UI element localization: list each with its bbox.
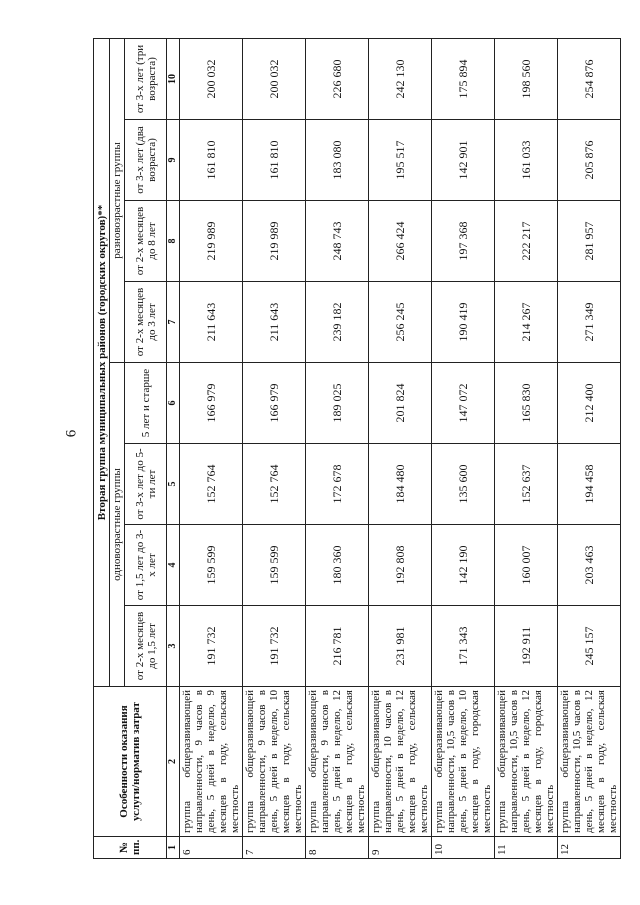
cost-value-cell: 226 680 xyxy=(306,38,369,119)
index-cell: 7 xyxy=(167,282,180,363)
cost-value-cell: 222 217 xyxy=(495,201,558,282)
cost-value-cell: 166 979 xyxy=(180,363,243,444)
table-row xyxy=(369,38,432,858)
cost-value-cell: 189 025 xyxy=(306,363,369,444)
cost-value-cell: 191 732 xyxy=(243,606,306,687)
cost-value-cell: 231 981 xyxy=(369,606,432,687)
cost-value-cell: 152 764 xyxy=(243,444,306,525)
age-col-header: от 2-х месяцев до 1,5 лет xyxy=(125,606,167,687)
cost-value-cell: 175 894 xyxy=(432,38,495,119)
header-row-1 xyxy=(94,38,110,858)
index-cell: 6 xyxy=(167,363,180,444)
rotated-table-container xyxy=(93,39,619,859)
cost-value-cell: 195 517 xyxy=(369,120,432,201)
cost-value-cell: 194 458 xyxy=(558,444,621,525)
index-cell: 5 xyxy=(167,444,180,525)
cost-value-cell: 192 911 xyxy=(495,606,558,687)
cost-value-cell: 271 349 xyxy=(558,282,621,363)
cost-value-cell: 161 810 xyxy=(180,120,243,201)
row-number: 11 xyxy=(495,837,558,859)
cost-value-cell: 135 600 xyxy=(432,444,495,525)
row-number: 9 xyxy=(369,837,432,859)
cost-value-cell: 159 599 xyxy=(243,525,306,606)
cost-value-cell: 203 463 xyxy=(558,525,621,606)
index-cell: 10 xyxy=(167,38,180,119)
cost-value-cell: 142 190 xyxy=(432,525,495,606)
cost-value-cell: 242 130 xyxy=(369,38,432,119)
row-description: группа общеразвивающей направленности, 9 часов в день, 5 дней в неделю, 9 месяцев в году, сельская местность xyxy=(180,687,243,837)
cost-value-cell: 171 343 xyxy=(432,606,495,687)
age-col-header: от 3-х лет до 5-ти лет xyxy=(125,444,167,525)
table-row xyxy=(495,38,558,858)
table-row xyxy=(306,38,369,858)
cost-value-cell: 254 876 xyxy=(558,38,621,119)
index-cell: 4 xyxy=(167,525,180,606)
cost-value-cell: 245 157 xyxy=(558,606,621,687)
cost-value-cell: 219 989 xyxy=(243,201,306,282)
cost-value-cell: 192 808 xyxy=(369,525,432,606)
header-subgroup-single: одновозрастные группы xyxy=(110,363,125,687)
row-number: 6 xyxy=(180,837,243,859)
cost-value-cell: 161 033 xyxy=(495,120,558,201)
row-description: группа общеразвивающей направленности, 10 часов в день, 5 дней в неделю, 12 месяцев в году, сельская местность xyxy=(369,687,432,837)
cost-value-cell: 142 901 xyxy=(432,120,495,201)
cost-value-cell: 200 032 xyxy=(180,38,243,119)
cost-value-cell: 183 080 xyxy=(306,120,369,201)
row-description: группа общеразвивающей направленности, 10,5 часов в день, 5 дней в неделю, 12 месяцев в году, городская местность xyxy=(495,687,558,837)
cost-value-cell: 152 637 xyxy=(495,444,558,525)
cost-value-cell: 248 743 xyxy=(306,201,369,282)
cost-value-cell: 166 979 xyxy=(243,363,306,444)
index-cell: 9 xyxy=(167,120,180,201)
cost-value-cell: 201 824 xyxy=(369,363,432,444)
index-row xyxy=(167,38,180,858)
age-col-header: от 3-х лет (три возраста) xyxy=(125,38,167,119)
cost-value-cell: 211 643 xyxy=(243,282,306,363)
cost-value-cell: 198 560 xyxy=(495,38,558,119)
cost-value-cell: 160 007 xyxy=(495,525,558,606)
cost-value-cell: 152 764 xyxy=(180,444,243,525)
cost-value-cell: 161 810 xyxy=(243,120,306,201)
header-group-title: Вторая группа муниципальных районов (городских округов)** xyxy=(94,38,110,686)
index-cell: 8 xyxy=(167,201,180,282)
cost-value-cell: 191 732 xyxy=(180,606,243,687)
cost-value-cell: 216 781 xyxy=(306,606,369,687)
table-row xyxy=(243,38,306,858)
cost-value-cell: 180 360 xyxy=(306,525,369,606)
index-cell: 2 xyxy=(167,687,180,837)
row-description: группа общеразвивающей направленности, 9 часов в день, 5 дней в неделю, 12 месяцев в году, сельская местность xyxy=(306,687,369,837)
cost-value-cell: 211 643 xyxy=(180,282,243,363)
table-row xyxy=(558,38,621,858)
row-description: группа общеразвивающей направленности, 10,5 часов в день, 5 дней в неделю, 12 месяцев в году, сельская местность xyxy=(558,687,621,837)
index-cell: 3 xyxy=(167,606,180,687)
header-subgroup-mixed: разновозрастные группы xyxy=(110,38,125,362)
cost-value-cell: 266 424 xyxy=(369,201,432,282)
cost-value-cell: 159 599 xyxy=(180,525,243,606)
cost-value-cell: 197 368 xyxy=(432,201,495,282)
cost-value-cell: 147 072 xyxy=(432,363,495,444)
page-number: 6 xyxy=(63,429,80,438)
cost-value-cell: 184 480 xyxy=(369,444,432,525)
row-number: 8 xyxy=(306,837,369,859)
cost-norms-table xyxy=(93,38,621,859)
age-col-header: от 1,5 лет до 3-х лет xyxy=(125,525,167,606)
row-description: группа общеразвивающей направленности, 9 часов в день, 5 дней в неделю, 10 месяцев в году, сельская местность xyxy=(243,687,306,837)
cost-value-cell: 172 678 xyxy=(306,444,369,525)
cost-value-cell: 219 989 xyxy=(180,201,243,282)
cost-value-cell: 165 830 xyxy=(495,363,558,444)
cost-value-cell: 190 419 xyxy=(432,282,495,363)
header-number: № пп. xyxy=(94,837,167,859)
cost-value-cell: 205 876 xyxy=(558,120,621,201)
row-number: 10 xyxy=(432,837,495,859)
cost-value-cell: 239 182 xyxy=(306,282,369,363)
cost-value-cell: 214 267 xyxy=(495,282,558,363)
table-row xyxy=(180,38,243,858)
age-col-header: 5 лет и старше xyxy=(125,363,167,444)
header-description: Особенности оказания услуги/норматив затрат xyxy=(94,687,167,837)
cost-value-cell: 281 957 xyxy=(558,201,621,282)
age-col-header: от 2-х месяцев до 3 лет xyxy=(125,282,167,363)
index-cell: 1 xyxy=(167,837,180,859)
cost-value-cell: 212 400 xyxy=(558,363,621,444)
age-col-header: от 3-х лет (два возраста) xyxy=(125,120,167,201)
row-number: 12 xyxy=(558,837,621,859)
row-number: 7 xyxy=(243,837,306,859)
age-col-header: от 2-х месяцев до 8 лет xyxy=(125,201,167,282)
cost-value-cell: 200 032 xyxy=(243,38,306,119)
row-description: группа общеразвивающей направленности, 10,5 часов в день, 5 дней в неделю, 10 месяцев в году, городская местность xyxy=(432,687,495,837)
cost-value-cell: 256 245 xyxy=(369,282,432,363)
table-row xyxy=(432,38,495,858)
